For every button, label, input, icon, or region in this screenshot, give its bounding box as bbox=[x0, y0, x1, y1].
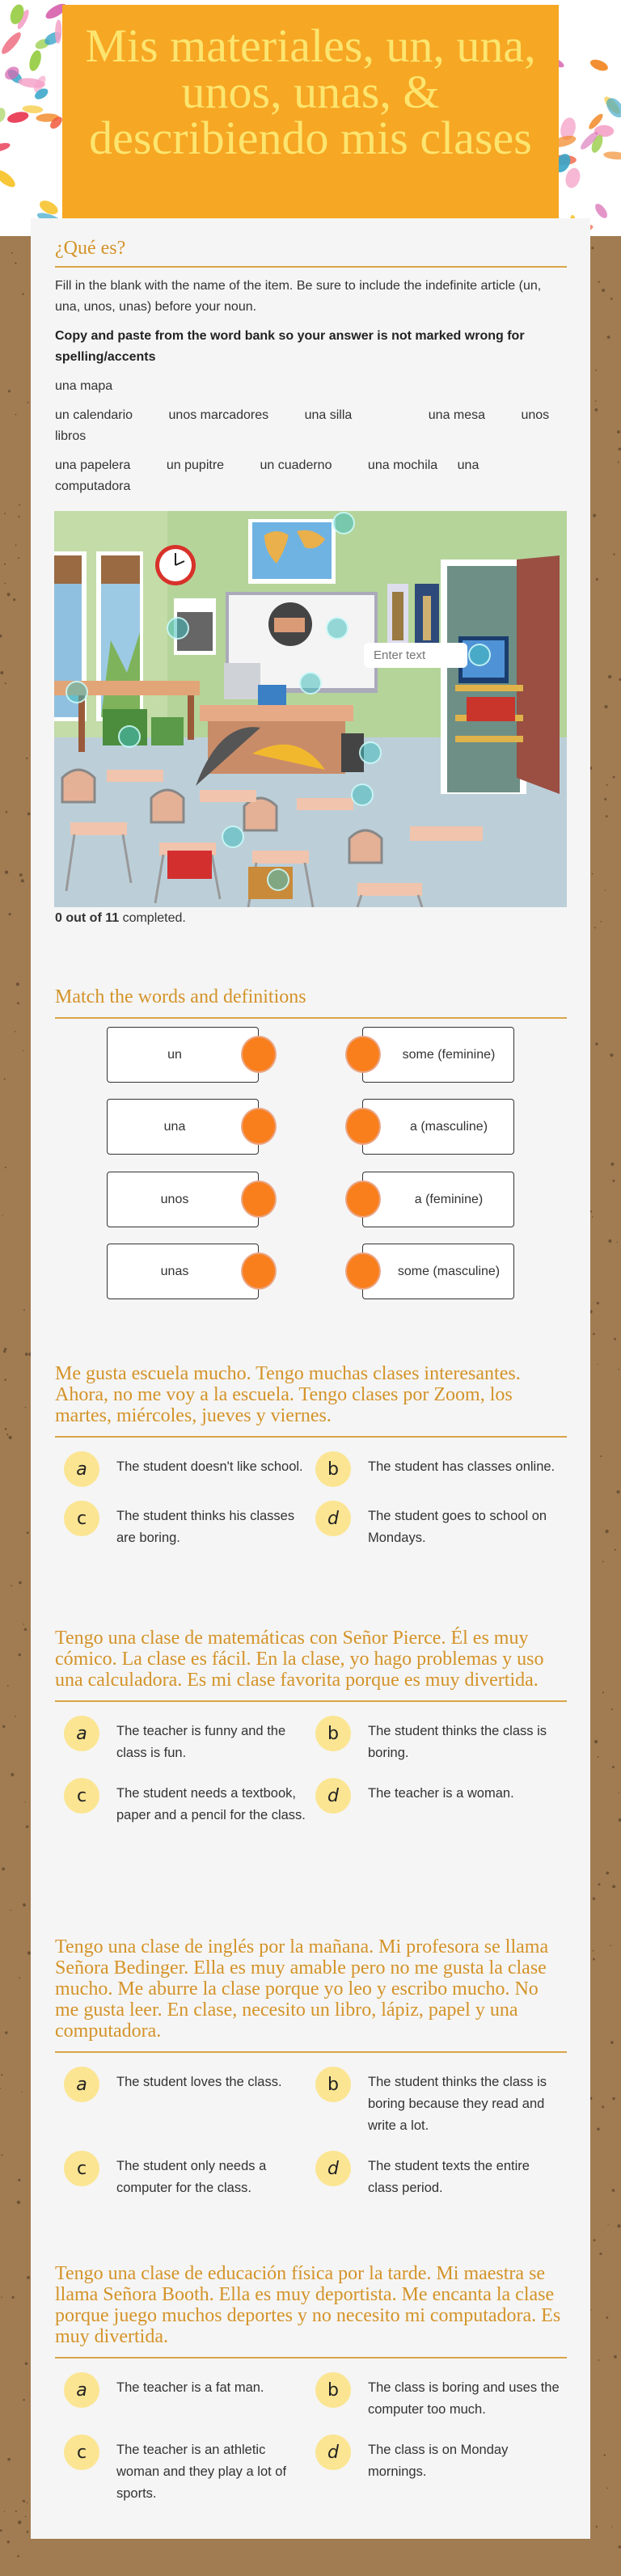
match-section bbox=[55, 986, 567, 1019]
cardboard-speck bbox=[594, 927, 596, 928]
match-connector-dot[interactable] bbox=[345, 1036, 381, 1073]
cardboard-speck bbox=[595, 1043, 598, 1045]
cardboard-speck bbox=[594, 2239, 596, 2241]
cardboard-speck bbox=[11, 1773, 14, 1776]
hotspot-marker[interactable] bbox=[267, 868, 289, 891]
cardboard-speck bbox=[619, 2545, 621, 2549]
cardboard-speck bbox=[610, 1163, 614, 1166]
hotspot-text-input[interactable] bbox=[364, 643, 467, 668]
hotspot-marker[interactable] bbox=[351, 783, 374, 806]
cardboard-speck bbox=[2, 1215, 3, 1216]
answer-option-d[interactable] bbox=[315, 2156, 567, 2199]
cardboard-speck bbox=[27, 813, 31, 816]
cardboard-speck bbox=[612, 2189, 615, 2192]
option-letter-badge: d bbox=[315, 1778, 351, 1814]
cardboard-speck bbox=[15, 2511, 17, 2512]
cardboard-speck bbox=[612, 1885, 615, 1888]
cardboard-speck bbox=[591, 247, 594, 249]
cardboard-speck bbox=[7, 2540, 10, 2543]
word: una mapa bbox=[55, 379, 113, 393]
cardboard-speck bbox=[18, 557, 19, 559]
cardboard-speck bbox=[4, 2511, 5, 2512]
word: una papelera bbox=[55, 458, 131, 472]
cardboard-speck bbox=[23, 2399, 24, 2401]
cardboard-speck bbox=[5, 682, 6, 684]
answer-option-a[interactable] bbox=[64, 2071, 315, 2137]
cardboard-speck bbox=[15, 1031, 16, 1033]
title-banner bbox=[62, 5, 559, 218]
cardboard-speck bbox=[8, 913, 11, 915]
section-heading: ¿Qué es? bbox=[55, 238, 567, 268]
cardboard-speck bbox=[5, 1428, 7, 1430]
cardboard-speck bbox=[606, 815, 608, 817]
cardboard-speck bbox=[0, 2529, 2, 2532]
cardboard-speck bbox=[7, 1685, 9, 1687]
cardboard-speck bbox=[607, 336, 610, 339]
cardboard-speck bbox=[19, 1653, 21, 1656]
cardboard-speck bbox=[604, 798, 606, 800]
hotspot-marker[interactable] bbox=[65, 681, 88, 703]
cardboard-speck bbox=[25, 1407, 27, 1408]
cardboard-speck bbox=[1, 2074, 2, 2076]
cardboard-speck bbox=[19, 1977, 20, 1978]
match-connector-dot[interactable] bbox=[241, 1252, 277, 1290]
option-letter-badge: a bbox=[64, 1716, 99, 1751]
word: unos libros bbox=[55, 408, 550, 443]
cardboard-speck bbox=[25, 1353, 28, 1356]
cardboard-speck bbox=[4, 1079, 6, 1080]
match-definition-label: a (masculine) bbox=[409, 1119, 488, 1134]
answer-option-c[interactable] bbox=[64, 1783, 315, 1826]
cardboard-speck bbox=[27, 2502, 28, 2504]
match-word-label: unas bbox=[160, 1264, 189, 1278]
word: un pupitre bbox=[166, 458, 225, 472]
que-es-section bbox=[55, 238, 567, 497]
cardboard-speck bbox=[595, 400, 597, 402]
cardboard-speck bbox=[5, 1167, 6, 1168]
cardboard-speck bbox=[6, 811, 8, 813]
answer-option-c[interactable] bbox=[64, 1505, 315, 1549]
leaf-decoration bbox=[27, 49, 44, 72]
cardboard-speck bbox=[590, 2309, 591, 2310]
cardboard-speck bbox=[25, 2362, 28, 2365]
cardboard-speck bbox=[602, 1561, 604, 1563]
cardboard-speck bbox=[12, 2296, 15, 2299]
leaf-decoration bbox=[593, 201, 610, 220]
cardboard-speck bbox=[27, 402, 29, 403]
cardboard-speck bbox=[613, 553, 615, 555]
cardboard-speck bbox=[612, 1766, 615, 1768]
cardboard-speck bbox=[610, 1054, 613, 1057]
answer-option-d[interactable] bbox=[315, 2439, 567, 2505]
option-text: The student goes to school on Mondays. bbox=[368, 1509, 547, 1545]
cardboard-speck bbox=[2, 1868, 5, 1871]
bold-note: Copy and paste from the word bank so your answer is not marked wrong for spelling/accents bbox=[55, 329, 525, 364]
question-passage: Tengo una clase de educación física por la tarde. Mi maestra se llama Señora Booth. Ella es muy deportista. Me encanta la clase porque juego muchos deportes y no necesito mi computadora. Es muy divertida. bbox=[55, 2263, 567, 2359]
cardboard-speck bbox=[0, 635, 2, 638]
cardboard-speck bbox=[618, 2224, 621, 2228]
instructions: Fill in the blank with the name of the item. Be sure to include the indefinite article (un, una, unos, unas) before your noun. bbox=[55, 279, 542, 314]
cardboard-speck bbox=[598, 1883, 601, 1886]
match-connector-dot[interactable] bbox=[241, 1180, 277, 1218]
cardboard-speck bbox=[593, 1950, 594, 1952]
match-definition-1[interactable] bbox=[362, 1099, 514, 1155]
cardboard-speck bbox=[1, 2296, 2, 2298]
cardboard-speck bbox=[594, 1740, 598, 1743]
cardboard-speck bbox=[618, 462, 619, 463]
option-letter-badge: d bbox=[315, 2435, 351, 2470]
cardboard-speck bbox=[595, 370, 597, 371]
option-text: The class is on Monday mornings. bbox=[368, 2443, 509, 2479]
word: una mesa bbox=[428, 408, 486, 422]
cardboard-speck bbox=[602, 289, 605, 292]
word: un cuaderno bbox=[260, 458, 332, 472]
cardboard-speck bbox=[25, 2516, 27, 2518]
cardboard-speck bbox=[1, 2154, 2, 2156]
option-text: The student thinks the class is boring because they read and write a lot. bbox=[368, 2075, 547, 2133]
cardboard-speck bbox=[610, 1945, 611, 1946]
page-title: Mis materiales, un, una, unos, unas, & describiendo mis clases bbox=[85, 19, 536, 164]
cardboard-speck bbox=[601, 921, 602, 923]
hotspot-marker[interactable] bbox=[359, 741, 382, 764]
cardboard-speck bbox=[27, 2531, 29, 2533]
leaf-decoration bbox=[0, 167, 18, 191]
cardboard-speck bbox=[606, 1872, 609, 1875]
cardboard-speck bbox=[23, 1903, 26, 1907]
cardboard-speck bbox=[596, 2526, 598, 2527]
match-definition-3[interactable] bbox=[362, 1244, 514, 1299]
classroom-image bbox=[54, 511, 567, 907]
answer-option-c[interactable] bbox=[64, 2439, 315, 2505]
cardboard-speck bbox=[593, 1333, 595, 1336]
match-definition-label: some (masculine) bbox=[397, 1264, 501, 1278]
cardboard-speck bbox=[9, 1436, 12, 1439]
answer-options bbox=[55, 2377, 567, 2505]
hotspot-marker[interactable] bbox=[299, 672, 322, 695]
cardboard-speck bbox=[618, 1369, 619, 1370]
cardboard-speck bbox=[23, 2500, 25, 2502]
option-text: The student needs a textbook, paper and a pencil for the class. bbox=[116, 1786, 306, 1822]
cardboard-speck bbox=[617, 1490, 620, 1493]
cardboard-speck bbox=[4, 564, 6, 565]
cardboard-speck bbox=[614, 2355, 617, 2359]
answer-option-b[interactable] bbox=[315, 1456, 567, 1487]
word-bank-row bbox=[55, 376, 567, 397]
cardboard-speck bbox=[593, 514, 596, 517]
cardboard-speck bbox=[17, 2555, 19, 2557]
cardboard-speck bbox=[3, 1350, 6, 1353]
question-1 bbox=[55, 1363, 567, 1549]
cardboard-speck bbox=[2, 1725, 5, 1728]
progress-count: 0 out of 11 bbox=[55, 911, 120, 925]
hotspot-marker[interactable] bbox=[326, 617, 349, 640]
cardboard-speck bbox=[23, 293, 24, 294]
cardboard-speck bbox=[614, 1338, 616, 1341]
cardboard-speck bbox=[605, 890, 606, 891]
cardboard-speck bbox=[7, 2458, 11, 2461]
cardboard-speck bbox=[15, 545, 17, 547]
cardboard-speck bbox=[598, 1756, 599, 1758]
cardboard-speck bbox=[611, 1708, 613, 1710]
match-word-2[interactable] bbox=[107, 1172, 259, 1227]
hotspot-marker[interactable] bbox=[167, 617, 189, 640]
word: una silla bbox=[304, 408, 353, 422]
cardboard-speck bbox=[610, 298, 613, 300]
option-letter-badge: a bbox=[64, 1451, 99, 1487]
answer-options bbox=[55, 2071, 567, 2199]
cardboard-speck bbox=[597, 1364, 598, 1365]
answer-option-d[interactable] bbox=[315, 1783, 567, 1826]
match-connector-dot[interactable] bbox=[345, 1252, 381, 1290]
answer-option-b[interactable] bbox=[315, 2377, 567, 2421]
cardboard-speck bbox=[597, 2127, 600, 2130]
option-letter-badge: c bbox=[64, 2151, 99, 2186]
leaf-decoration bbox=[0, 107, 7, 124]
cardboard-speck bbox=[27, 1531, 29, 1534]
question-3 bbox=[55, 1936, 567, 2199]
option-letter-badge: c bbox=[64, 2435, 99, 2470]
match-definition-label: a (feminine) bbox=[414, 1192, 484, 1206]
answer-option-a[interactable] bbox=[64, 1721, 315, 1764]
progress-text bbox=[55, 910, 186, 927]
option-letter-badge: c bbox=[64, 1778, 99, 1814]
match-definition-label: some (feminine) bbox=[402, 1047, 496, 1062]
cardboard-speck bbox=[595, 408, 598, 412]
option-text: The student has classes online. bbox=[368, 1459, 556, 1474]
option-letter-badge: a bbox=[64, 2372, 99, 2408]
cardboard-speck bbox=[602, 2105, 604, 2108]
question-4 bbox=[55, 2263, 567, 2505]
match-connector-dot[interactable] bbox=[345, 1108, 381, 1145]
option-letter-badge: b bbox=[315, 2067, 351, 2102]
option-text: The student only needs a computer for the class. bbox=[116, 2159, 267, 2195]
cardboard-speck bbox=[598, 2359, 599, 2361]
match-word-label: una bbox=[163, 1119, 186, 1134]
answer-options bbox=[55, 1456, 567, 1549]
cardboard-speck bbox=[19, 505, 20, 506]
cardboard-speck bbox=[610, 2041, 614, 2044]
option-text: The student doesn't like school. bbox=[116, 1459, 303, 1474]
option-text: The student texts the entire class period. bbox=[368, 2159, 530, 2195]
cardboard-speck bbox=[26, 758, 27, 759]
cardboard-speck bbox=[18, 2520, 21, 2523]
cardboard-speck bbox=[19, 1581, 22, 1585]
cardboard-speck bbox=[607, 2488, 609, 2489]
match-definition-0[interactable] bbox=[362, 1027, 514, 1083]
cardboard-speck bbox=[17, 1002, 19, 1004]
question-passage: Me gusta escuela mucho. Tengo muchas clases interesantes. Ahora, no me voy a la escuela. Tengo clases por Zoom, los martes, miércoles, jueves y viernes. bbox=[55, 1363, 567, 1438]
leaf-decoration bbox=[589, 57, 610, 73]
cardboard-speck bbox=[15, 414, 17, 416]
option-text: The teacher is an athletic woman and they play a lot of sports. bbox=[116, 2443, 287, 2501]
cardboard-speck bbox=[596, 578, 598, 581]
word: unos marcadores bbox=[168, 408, 269, 422]
cardboard-speck bbox=[4, 1379, 6, 1381]
cardboard-speck bbox=[592, 873, 594, 875]
match-word-label: un bbox=[167, 1047, 182, 1062]
cardboard-speck bbox=[4, 583, 6, 585]
cardboard-speck bbox=[10, 1910, 11, 1911]
hotspot-marker[interactable] bbox=[118, 725, 141, 748]
cardboard-speck bbox=[604, 2455, 606, 2456]
cardboard-speck bbox=[17, 2201, 20, 2204]
option-text: The class is boring and uses the computer too much. bbox=[368, 2380, 560, 2417]
section-heading: Match the words and definitions bbox=[55, 986, 567, 1019]
cardboard-speck bbox=[15, 1716, 16, 1717]
cardboard-speck bbox=[18, 516, 19, 517]
hotspot-marker[interactable] bbox=[332, 512, 355, 534]
cardboard-speck bbox=[615, 1549, 616, 1551]
match-definition-2[interactable] bbox=[362, 1172, 514, 1227]
cardboard-speck bbox=[13, 598, 15, 601]
cardboard-speck bbox=[607, 2223, 608, 2224]
option-letter-badge: c bbox=[64, 1501, 99, 1536]
leaf-decoration bbox=[0, 141, 11, 154]
option-text: The teacher is funny and the class is fun. bbox=[116, 1724, 286, 1760]
word: una mochila bbox=[367, 458, 438, 472]
leaf-decoration bbox=[0, 30, 23, 57]
answer-option-b[interactable] bbox=[315, 1721, 567, 1764]
match-connector-dot[interactable] bbox=[241, 1036, 277, 1073]
cardboard-speck bbox=[617, 1242, 618, 1243]
answer-options bbox=[55, 1721, 567, 1826]
cardboard-speck bbox=[16, 982, 19, 986]
question-passage: Tengo una clase de matemáticas con Señor Pierce. Él es muy cómico. La clase es fácil. En la clase, yo hago problemas y uso una calculadora. Es mi clase favorita porque es muy divertida. bbox=[55, 1628, 567, 1702]
cardboard-speck bbox=[23, 1309, 25, 1311]
cardboard-speck bbox=[5, 871, 8, 874]
cardboard-speck bbox=[21, 879, 24, 882]
answer-option-a[interactable] bbox=[64, 1456, 315, 1487]
leaf-decoration bbox=[564, 167, 582, 190]
cardboard-speck bbox=[617, 430, 620, 433]
word: una computadora bbox=[55, 458, 479, 493]
answer-option-b[interactable] bbox=[315, 2071, 567, 2137]
cardboard-speck bbox=[608, 675, 611, 678]
cardboard-speck bbox=[5, 2031, 7, 2033]
option-text: The student thinks the class is boring. bbox=[368, 1724, 547, 1760]
option-letter-badge: a bbox=[64, 2067, 99, 2102]
cardboard-speck bbox=[613, 776, 615, 779]
cardboard-speck bbox=[599, 2253, 602, 2255]
option-letter-badge: b bbox=[315, 2372, 351, 2408]
cardboard-speck bbox=[593, 1898, 595, 1900]
word-bank-row bbox=[55, 405, 567, 447]
cardboard-speck bbox=[23, 1624, 24, 1625]
cardboard-speck bbox=[602, 1691, 604, 1693]
answer-option-d[interactable] bbox=[315, 1505, 567, 1549]
cardboard-speck bbox=[598, 281, 599, 283]
question-passage: Tengo una clase de inglés por la mañana. Mi profesora se llama Señora Bedinger. Ella es muy amable pero no me gusta la clase mucho. Me aburre la clase porque yo leo y escribo mucho. No me gusta leer. En clase, necesito un libro, lápiz, papel y una computadora. bbox=[55, 1936, 567, 2053]
word-bank-row bbox=[55, 455, 567, 497]
cardboard-speck bbox=[613, 1180, 615, 1182]
option-text: The teacher is a fat man. bbox=[116, 2380, 264, 2395]
cardboard-speck bbox=[24, 1628, 27, 1631]
match-connector-dot[interactable] bbox=[241, 1108, 277, 1145]
cardboard-speck bbox=[612, 2097, 615, 2100]
answer-option-a[interactable] bbox=[64, 2377, 315, 2421]
cardboard-speck bbox=[600, 1455, 602, 1457]
answer-option-c[interactable] bbox=[64, 2156, 315, 2199]
cardboard-speck bbox=[606, 784, 608, 786]
option-letter-badge: b bbox=[315, 1451, 351, 1487]
option-letter-badge: d bbox=[315, 2151, 351, 2186]
match-word-0[interactable] bbox=[107, 1027, 259, 1083]
leaf-decoration bbox=[603, 150, 621, 160]
cardboard-speck bbox=[8, 390, 11, 392]
cardboard-speck bbox=[0, 671, 3, 674]
cardboard-speck bbox=[24, 1801, 25, 1802]
cardboard-speck bbox=[592, 1216, 594, 1218]
option-letter-badge: b bbox=[315, 1716, 351, 1751]
classroom-illustration bbox=[54, 511, 567, 907]
option-text: The student thinks his classes are boring. bbox=[116, 1509, 295, 1545]
hotspot-marker[interactable] bbox=[222, 826, 244, 848]
option-text: The teacher is a woman. bbox=[368, 1786, 514, 1801]
cardboard-speck bbox=[7, 593, 11, 596]
match-connector-dot[interactable] bbox=[345, 1180, 381, 1218]
match-word-label: unos bbox=[160, 1192, 189, 1206]
leaf-decoration bbox=[55, 19, 62, 44]
cardboard-speck bbox=[604, 705, 607, 708]
cardboard-speck bbox=[619, 448, 621, 451]
option-text: The student loves the class. bbox=[116, 2075, 282, 2089]
cardboard-speck bbox=[606, 2316, 608, 2319]
cardboard-speck bbox=[19, 873, 23, 876]
cardboard-speck bbox=[18, 2179, 20, 2181]
hotspot-marker[interactable] bbox=[468, 644, 491, 666]
cardboard-speck bbox=[608, 1239, 611, 1243]
cardboard-speck bbox=[11, 252, 13, 254]
cardboard-speck bbox=[6, 1434, 8, 1435]
cardboard-speck bbox=[26, 1825, 29, 1828]
word: un calendario bbox=[55, 408, 133, 422]
match-word-1[interactable] bbox=[107, 1099, 259, 1155]
question-2 bbox=[55, 1628, 567, 1826]
cardboard-speck bbox=[27, 2276, 30, 2279]
cardboard-speck bbox=[11, 1585, 12, 1586]
cardboard-speck bbox=[606, 1530, 609, 1533]
cardboard-speck bbox=[597, 1302, 599, 1304]
progress-suffix: completed. bbox=[119, 911, 186, 925]
cardboard-speck bbox=[15, 262, 16, 264]
cardboard-speck bbox=[4, 513, 6, 514]
match-word-3[interactable] bbox=[107, 1244, 259, 1299]
option-letter-badge: d bbox=[315, 1501, 351, 1536]
leaf-decoration bbox=[6, 110, 30, 125]
cardboard-speck bbox=[593, 1958, 595, 1961]
